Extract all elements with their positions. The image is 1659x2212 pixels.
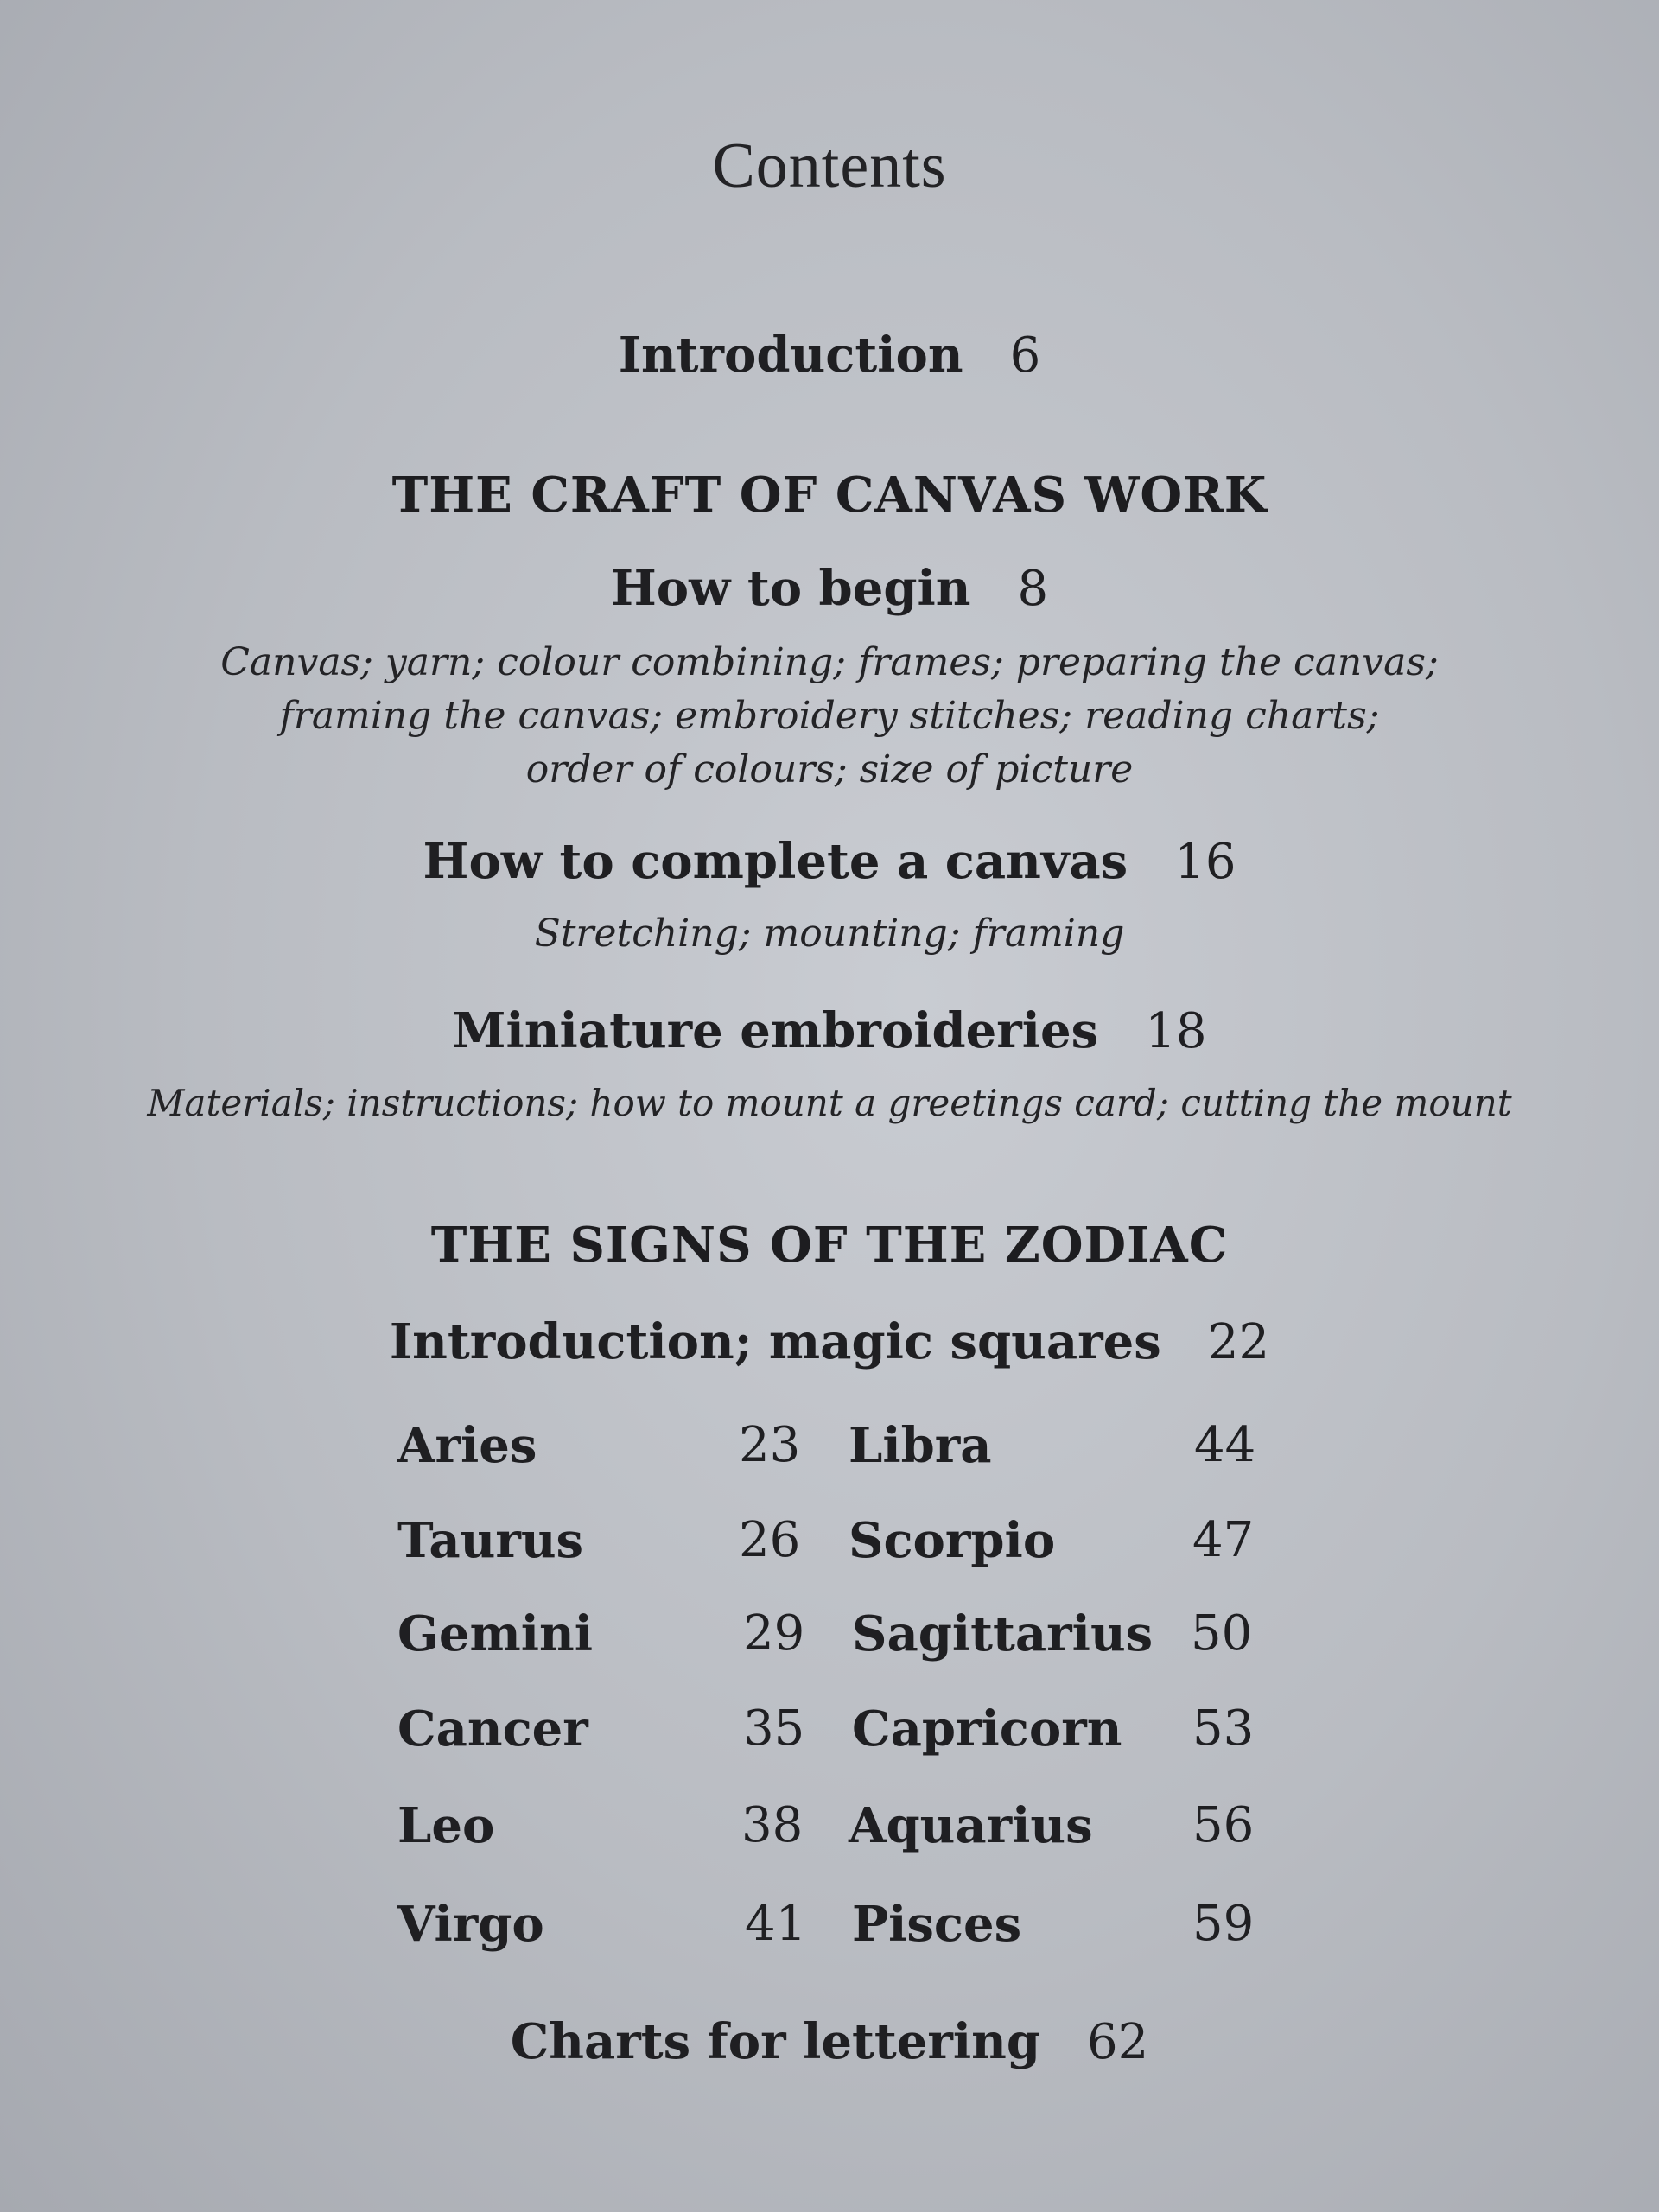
entry-label: Charts for lettering (510, 2013, 1041, 2070)
entry-page-number: 22 (1207, 1314, 1270, 1370)
sign-name: Cancer (397, 1700, 588, 1758)
entry-page-number: 6 (1009, 327, 1041, 384)
sign-page-number: 35 (743, 1700, 805, 1757)
entry-page-number: 8 (1017, 561, 1049, 617)
toc-entry-introduction (0, 327, 1659, 384)
sign-page-number: 53 (1192, 1700, 1255, 1757)
description-line: framing the canvas; embroidery stitches; reading charts; (279, 694, 1380, 738)
sign-page-number: 38 (741, 1797, 804, 1853)
sign-page-number: 26 (739, 1512, 801, 1568)
page-title: Contents (712, 130, 947, 201)
entry-page-number: 16 (1174, 834, 1236, 890)
toc-entry-miniature (0, 1002, 1659, 1059)
toc-entry-complete-canvas (0, 833, 1659, 890)
entry-description (0, 907, 1659, 961)
sign-page-number: 29 (743, 1605, 805, 1662)
entry-description (0, 636, 1659, 797)
entry-label: Miniature embroideries (452, 1002, 1099, 1059)
description-line: Canvas; yarn; colour combining; frames; preparing the canvas; (220, 640, 1439, 684)
sign-name: Scorpio (849, 1512, 1056, 1569)
sign-name: Aries (397, 1417, 537, 1474)
sign-page-number: 47 (1192, 1512, 1255, 1568)
sign-page-number: 59 (1192, 1896, 1255, 1952)
sign-page-number: 41 (745, 1896, 807, 1952)
sign-name: Taurus (397, 1512, 584, 1569)
sign-page-number: 50 (1191, 1605, 1253, 1662)
sign-name: Capricorn (852, 1700, 1122, 1758)
entry-page-number: 62 (1087, 2014, 1149, 2070)
description-line: order of colours; size of picture (525, 747, 1134, 791)
toc-entry-how-to-begin (0, 560, 1659, 617)
sign-name: Sagittarius (852, 1605, 1154, 1662)
toc-entry-charts-lettering (0, 2013, 1659, 2070)
entry-label: How to begin (610, 560, 971, 617)
entry-label: Introduction (618, 327, 963, 384)
entry-label: How to complete a canvas (423, 833, 1128, 890)
sign-name: Gemini (397, 1605, 593, 1662)
section-heading-zodiac: THE SIGNS OF THE ZODIAC (430, 1217, 1229, 1274)
description-line: Stretching; mounting; framing (534, 912, 1125, 956)
sign-page-number: 23 (739, 1417, 801, 1473)
entry-description (0, 1077, 1659, 1130)
sign-name: Virgo (397, 1896, 544, 1953)
description-line: Materials; instructions; how to mount a greetings card; cutting the mount (147, 1082, 1512, 1124)
sign-page-number: 56 (1192, 1797, 1255, 1853)
sign-name: Leo (397, 1797, 495, 1854)
sign-name: Pisces (852, 1896, 1022, 1953)
sign-page-number: 44 (1194, 1417, 1256, 1473)
sign-name: Aquarius (849, 1797, 1093, 1854)
entry-page-number: 18 (1145, 1003, 1207, 1059)
sign-name: Libra (849, 1417, 992, 1474)
toc-entry-zodiac-intro (0, 1313, 1659, 1370)
entry-label: Introduction; magic squares (389, 1313, 1161, 1370)
section-heading-craft: THE CRAFT OF CANVAS WORK (391, 467, 1268, 524)
